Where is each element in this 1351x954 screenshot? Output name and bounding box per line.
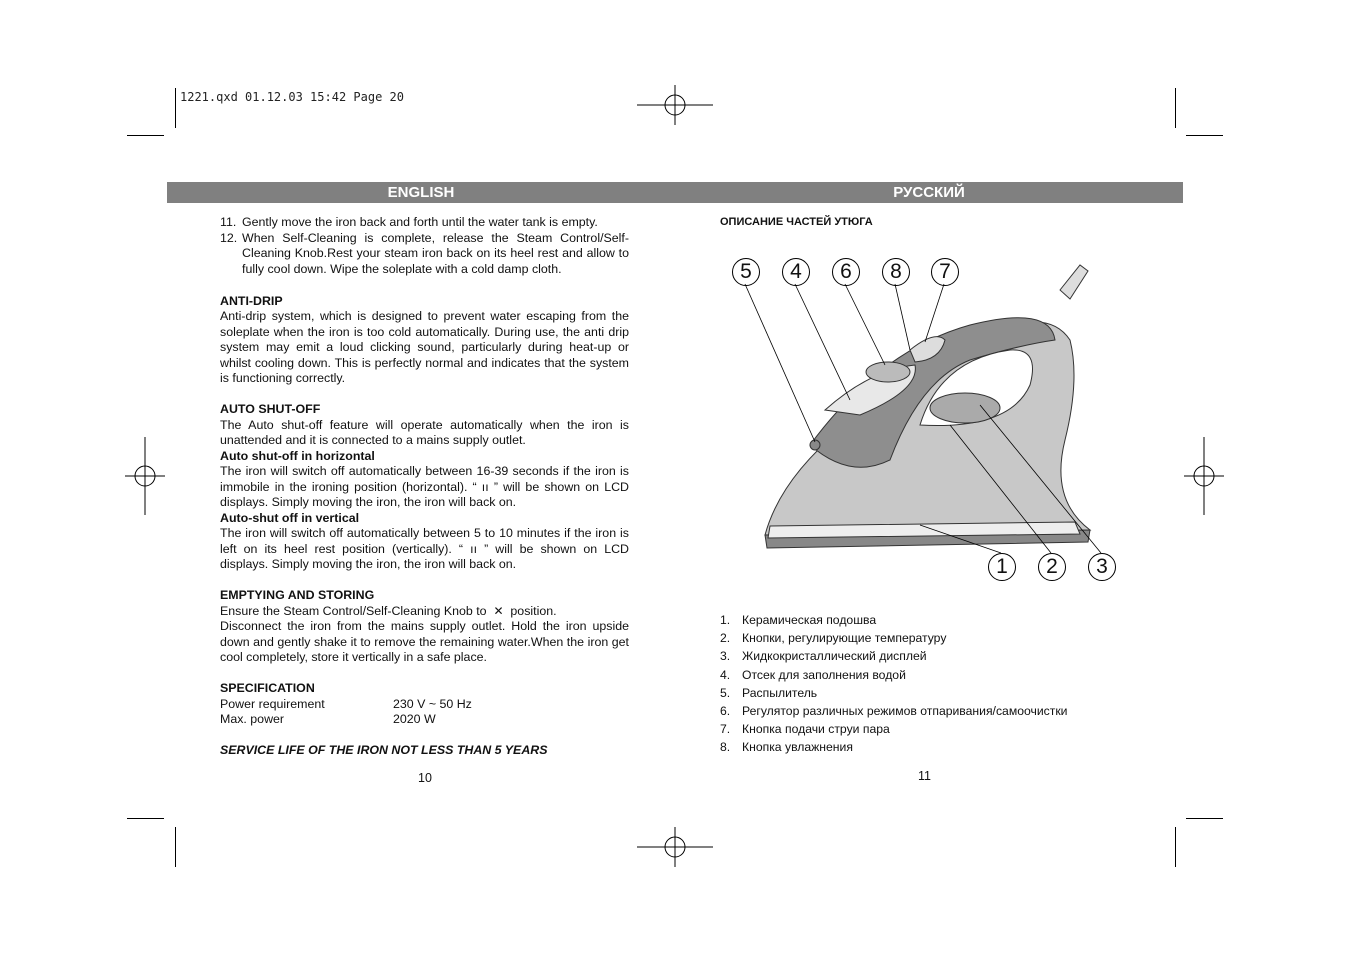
registration-mark-top <box>637 85 713 125</box>
horizontal-text: The iron will switch off automatically between 16-39 seconds if the iron is immobile in the ironing position (horizontal). “ ıı ” will be shown on LCD displays. Simply moving the iron, the iron will back on. <box>220 464 629 509</box>
heading-auto-shutoff: AUTO SHUT-OFF <box>220 402 321 416</box>
step-item <box>220 215 629 231</box>
emptying-text: Disconnect the iron from the mains supply outlet. Hold the iron upside down and gently shake it to remove the remaining water.When the iron get cool completely, store it vertically in a safe place. <box>220 619 629 664</box>
steam-off-symbol-icon: ✕ <box>493 603 504 618</box>
list-item <box>720 611 1067 629</box>
iron-illustration <box>765 265 1090 548</box>
iron-steam-knob <box>866 362 910 382</box>
emptying-text-b: position. <box>510 603 557 618</box>
page-number-right: 11 <box>918 769 931 783</box>
step-number: 11. <box>220 215 237 229</box>
emptying-line1 <box>220 604 629 620</box>
section-header-english <box>167 182 675 203</box>
item-number: 3. <box>720 649 731 664</box>
item-text: Отсек для заполнения водой <box>742 667 906 682</box>
spec-row <box>220 712 629 728</box>
auto-shutoff-text: The Auto shut-off feature will operate automatically when the iron is unattended and it is connected to a mains supply outlet. <box>220 417 629 447</box>
callout-6: 6 <box>832 258 860 286</box>
step-number: 12. <box>220 230 238 245</box>
callout-5: 5 <box>732 258 760 286</box>
item-text: Кнопка увлажнения <box>742 740 853 755</box>
registration-mark-left <box>125 437 165 515</box>
callout-8: 8 <box>882 258 910 286</box>
list-item <box>720 720 1067 738</box>
item-number: 7. <box>720 722 731 737</box>
english-content <box>220 215 629 759</box>
item-text: Жидкокристаллический дисплей <box>742 649 927 664</box>
parts-list <box>720 611 1067 757</box>
registration-mark-bottom <box>637 827 713 867</box>
iron-diagram <box>720 250 1120 590</box>
heading-specification: SPECIFICATION <box>220 681 315 695</box>
list-item <box>720 647 1067 665</box>
emptying-text-a: Ensure the Steam Control/Self-Cleaning Knob to <box>220 603 487 618</box>
item-number: 4. <box>720 667 731 682</box>
item-text: Регулятор различных режимов отпаривания/самоочистки <box>742 704 1068 719</box>
subheading-horizontal: Auto shut-off in horizontal <box>220 448 375 463</box>
header-label: РУССКИЙ <box>893 184 965 201</box>
list-item <box>720 702 1067 720</box>
spec-value: 2020 W <box>393 712 436 726</box>
item-text: Распылитель <box>742 685 818 700</box>
callout-1: 1 <box>988 553 1016 581</box>
item-text: Керамическая подошва <box>742 613 877 627</box>
subheading-vertical: Auto-shut off in vertical <box>220 510 360 525</box>
spec-value: 230 V ~ 50 Hz <box>393 696 472 711</box>
item-number: 1. <box>720 613 731 627</box>
iron-cord <box>1060 265 1088 299</box>
item-number: 2. <box>720 631 731 646</box>
section-header-russian <box>675 182 1183 203</box>
service-life-note: SERVICE LIFE OF THE IRON NOT LESS THAN 5 YEARS <box>220 743 548 757</box>
registration-mark-right <box>1184 437 1224 515</box>
iron-display <box>930 393 1000 423</box>
list-item <box>720 629 1067 647</box>
callout-4: 4 <box>782 258 810 286</box>
list-item <box>720 666 1067 684</box>
step-text: Gently move the iron back and forth until the water tank is empty. <box>242 215 598 229</box>
step-text: When Self-Cleaning is complete, release the Steam Control/Self-Cleaning Knob.Rest your steam iron back on its heel rest and allow to fully cool down. Wipe the soleplate with a cold damp cloth. <box>242 230 629 276</box>
page-number-left: 10 <box>418 771 432 785</box>
vertical-text: The iron will switch off automatically between 5 to 10 minutes if the iron is left on its heel rest position (vertically). “ ıı ” will be shown on LCD displays. Simply moving the iron, the iron will back on. <box>220 526 629 571</box>
spec-key: Max. power <box>220 712 285 726</box>
heading-emptying: EMPTYING AND STORING <box>220 588 375 602</box>
item-number: 6. <box>720 704 731 719</box>
step-item <box>220 231 629 278</box>
callout-2: 2 <box>1038 553 1066 581</box>
callout-7: 7 <box>931 258 959 286</box>
item-number: 8. <box>720 740 731 755</box>
list-item <box>720 738 1067 756</box>
item-text: Кнопка подачи струи пара <box>742 722 890 737</box>
spec-row <box>220 697 629 713</box>
spec-key: Power requirement <box>220 696 325 711</box>
item-number: 5. <box>720 685 731 700</box>
anti-drip-text: Anti-drip system, which is designed to prevent water escaping from the soleplate when the iron is too cold automatically. During use, the anti drip system may emit a loud clicking sound, particularly during heat-up or whilst cooling down. This is perfectly normal and indicates that the system is functioning correctly. <box>220 309 629 385</box>
print-slug: 1221.qxd 01.12.03 15:42 Page 20 <box>180 90 404 104</box>
list-item <box>720 684 1067 702</box>
parts-title: ОПИСАНИЕ ЧАСТЕЙ УТЮГА <box>720 216 873 228</box>
callout-3: 3 <box>1088 553 1116 581</box>
item-text: Кнопки, регулирующие температуру <box>742 631 947 646</box>
heading-anti-drip: ANTI-DRIP <box>220 293 283 308</box>
header-label: ENGLISH <box>387 184 455 201</box>
